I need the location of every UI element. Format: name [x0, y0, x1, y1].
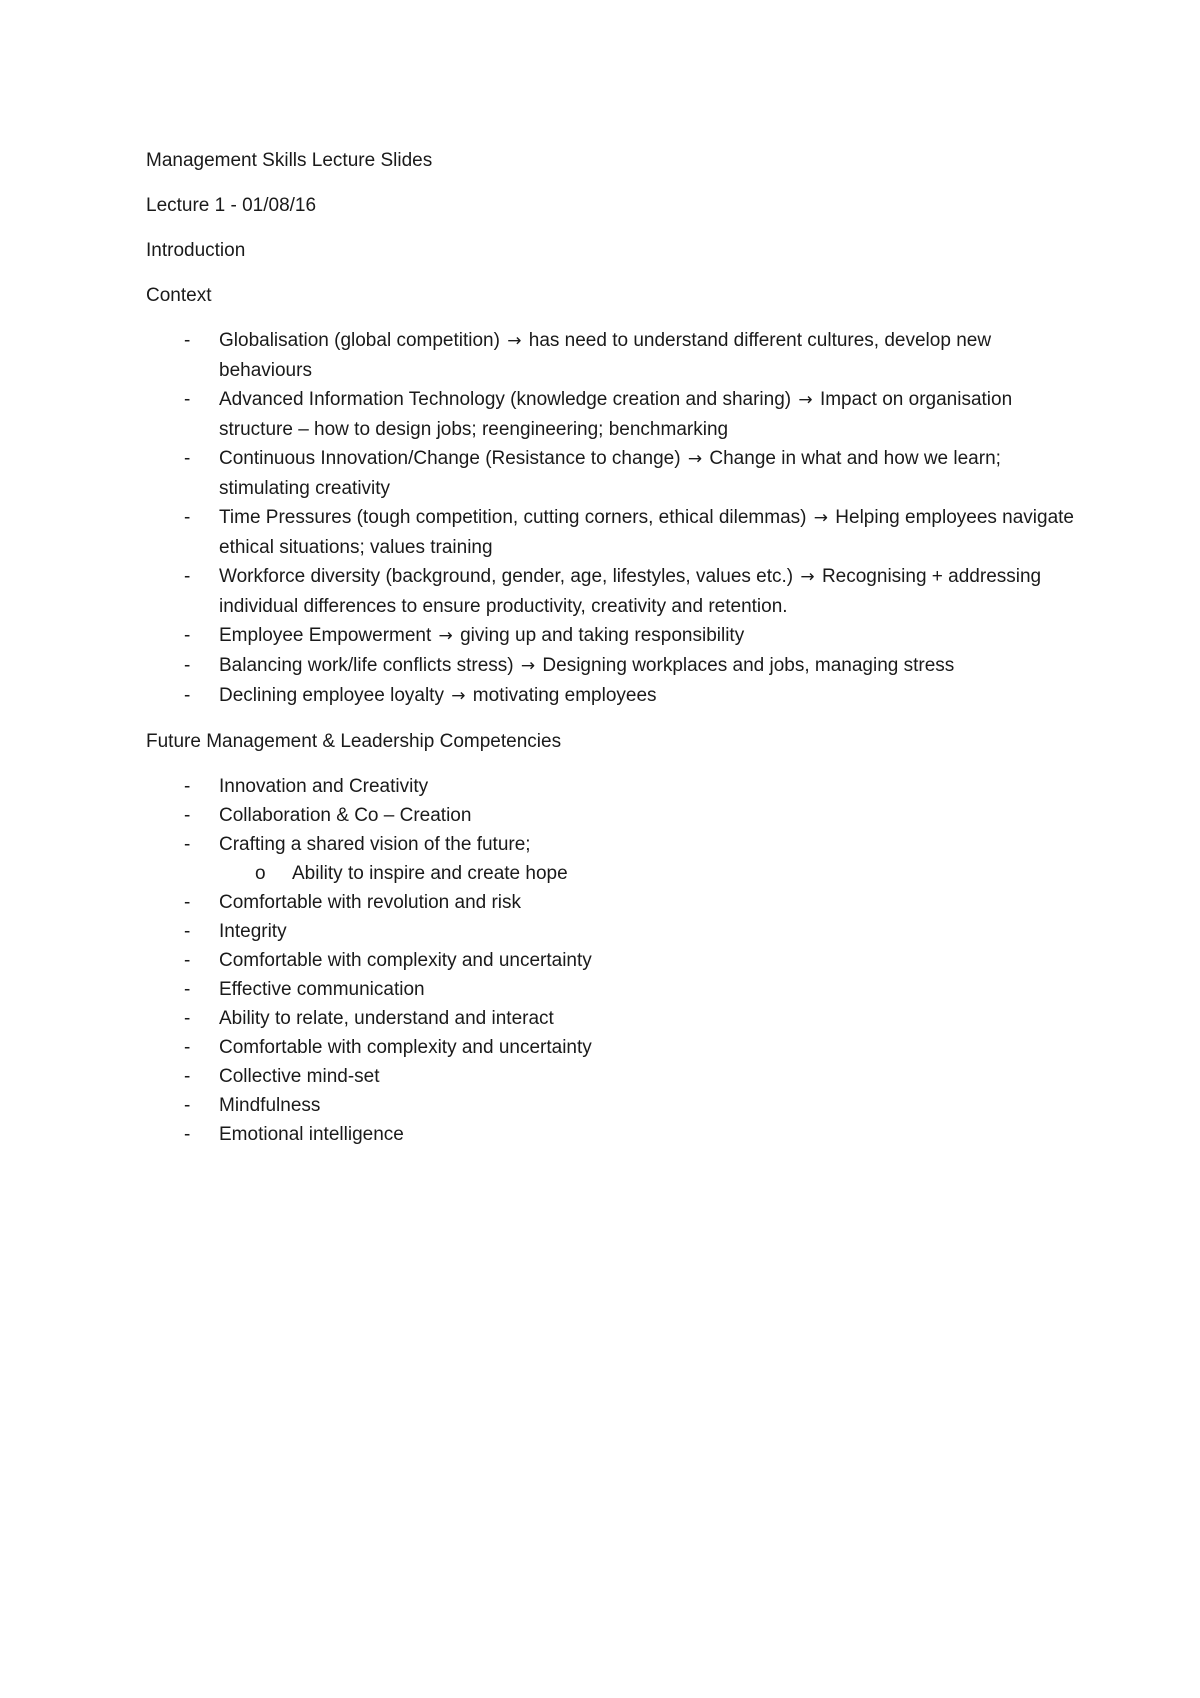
list-item [146, 1004, 1076, 1033]
circle-bullet: o [255, 863, 266, 884]
list-item-effect: Designing workplaces and jobs, managing stress [542, 655, 955, 676]
list-item [146, 385, 1076, 444]
list-item-text: Emotional intelligence [219, 1124, 404, 1145]
dash-bullet: - [184, 950, 191, 971]
list-item [146, 917, 1076, 946]
list-item [146, 1062, 1076, 1091]
dash-bullet: - [184, 685, 191, 706]
arrow-right-icon: → [687, 449, 703, 469]
dash-bullet: - [184, 776, 191, 797]
list-item-cause: Workforce diversity (background, gender, age, lifestyles, values etc.) [219, 566, 794, 587]
list-item [146, 830, 1076, 888]
list-item [146, 1091, 1076, 1120]
arrow-right-icon: → [451, 686, 466, 706]
dash-bullet: - [184, 921, 191, 942]
sub-list [219, 859, 1076, 888]
dash-bullet: - [184, 655, 191, 676]
section-heading-context: Context [146, 285, 212, 306]
list-item-text: Ability to relate, understand and interact [219, 1008, 554, 1029]
dash-bullet: - [184, 625, 191, 646]
list-item [146, 975, 1076, 1004]
future-competencies-list [146, 772, 1076, 1149]
arrow-right-icon: → [520, 656, 536, 676]
list-item-text: Mindfulness [219, 1095, 321, 1116]
dash-bullet: - [184, 892, 191, 913]
dash-bullet: - [184, 448, 191, 469]
dash-bullet: - [184, 566, 191, 587]
list-item [146, 801, 1076, 830]
dash-bullet: - [184, 389, 191, 410]
list-item-effect: Change in what and how we learn; stimulating creativity [219, 448, 1001, 499]
list-item [146, 326, 1076, 385]
list-item [146, 562, 1076, 621]
list-item [146, 772, 1076, 801]
list-item-cause: Time Pressures (tough competition, cutting corners, ethical dilemmas) [219, 507, 807, 528]
section-heading-introduction: Introduction [146, 240, 246, 261]
list-item-text: Collaboration & Co – Creation [219, 805, 472, 826]
list-item [146, 1120, 1076, 1149]
dash-bullet: - [184, 1124, 191, 1145]
list-item-effect: has need to understand different cultures, develop new behaviours [219, 330, 992, 381]
list-item-cause: Balancing work/life conflicts stress) [219, 655, 514, 676]
context-list [146, 326, 1076, 711]
list-item-effect: Recognising + addressing individual differences to ensure productivity, creativity and retention. [219, 566, 1042, 617]
dash-bullet: - [184, 330, 191, 351]
list-item-text: Comfortable with complexity and uncertainty [219, 950, 592, 971]
list-item-cause: Continuous Innovation/Change (Resistance to change) [219, 448, 681, 469]
arrow-right-icon: → [798, 390, 813, 410]
list-item-effect: Helping employees navigate ethical situations; values training [219, 507, 1075, 558]
document-title: Management Skills Lecture Slides [146, 150, 433, 171]
list-item-cause: Advanced Information Technology (knowledge creation and sharing) [219, 389, 792, 410]
list-item-text: Collective mind-set [219, 1066, 380, 1087]
dash-bullet: - [184, 979, 191, 1000]
list-item [146, 946, 1076, 975]
list-item-text: Comfortable with revolution and risk [219, 892, 522, 913]
list-item-text: Integrity [219, 921, 287, 942]
list-item [146, 444, 1076, 503]
list-item-cause: Employee Empowerment [219, 625, 432, 646]
arrow-right-icon: → [438, 626, 453, 646]
list-item-effect: motivating employees [472, 685, 657, 706]
list-item-text: Comfortable with complexity and uncertainty [219, 1037, 592, 1058]
sub-list-item-text: Ability to inspire and create hope [292, 863, 568, 884]
dash-bullet: - [184, 1066, 191, 1087]
list-item-text: Innovation and Creativity [219, 776, 429, 797]
arrow-right-icon: → [507, 331, 522, 351]
list-item [146, 621, 1076, 651]
arrow-right-icon: → [800, 567, 815, 587]
document-body [146, 146, 1076, 1165]
list-item-effect: Impact on organisation structure – how to design jobs; reengineering; benchmarking [219, 389, 1013, 440]
dash-bullet: - [184, 834, 191, 855]
list-item [146, 888, 1076, 917]
list-item [146, 681, 1076, 711]
list-item-text: Crafting a shared vision of the future; [219, 834, 531, 855]
dash-bullet: - [184, 1008, 191, 1029]
lecture-date: Lecture 1 - 01/08/16 [146, 195, 317, 216]
list-item-effect: giving up and taking responsibility [460, 625, 745, 646]
list-item [146, 651, 1076, 681]
dash-bullet: - [184, 507, 191, 528]
dash-bullet: - [184, 1037, 191, 1058]
list-item-cause: Globalisation (global competition) [219, 330, 500, 351]
arrow-right-icon: → [813, 508, 829, 528]
section-heading-future-competencies: Future Management & Leadership Competencies [146, 731, 562, 752]
dash-bullet: - [184, 1095, 191, 1116]
list-item-cause: Declining employee loyalty [219, 685, 444, 706]
sub-list-item [219, 859, 1076, 888]
list-item [146, 503, 1076, 562]
dash-bullet: - [184, 805, 191, 826]
list-item-text: Effective communication [219, 979, 425, 1000]
list-item [146, 1033, 1076, 1062]
